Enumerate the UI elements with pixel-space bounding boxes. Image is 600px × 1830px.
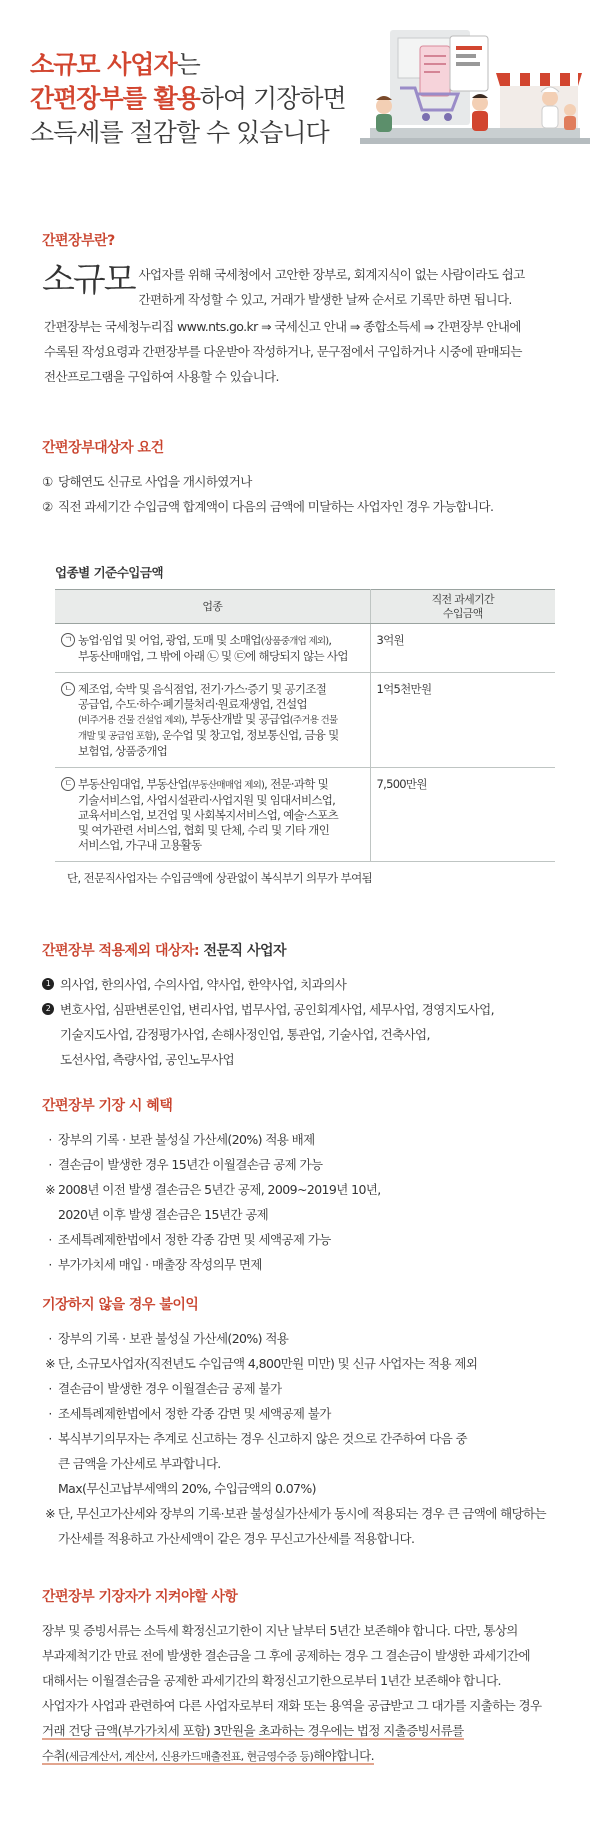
section-title-penalties: 기장하지 않을 경우 불이익 — [42, 1297, 199, 1313]
penalty-note-text: 단, 소규모사업자(직전년도 수입금액 4,800만원 미만) 및 신규 사업자는 적용 제외 — [58, 1356, 478, 1371]
note-mark: ※ — [45, 1182, 55, 1197]
table-footnote: 단, 전문직사업자는 수입금액에 상관없이 복식부기 의무가 부여됨 — [67, 871, 373, 885]
exclusions-title-red: 간편장부 적용제외 대상자: — [42, 943, 200, 959]
industry-text: , 부동산개발 및 공급업 — [184, 712, 290, 726]
industry-text: 농업·임업 및 어업, 광업, 도매 및 소매업 — [78, 633, 261, 647]
penalty-note-text: 가산세를 적용하고 가산세액이 같은 경우 무신고가산세를 적용합니다. — [58, 1531, 415, 1546]
benefit-item: · 조세특례제한법에서 정한 각종 감면 및 세액공제 가능 — [42, 1227, 572, 1252]
number-badge: 1 — [42, 978, 54, 990]
industry-text: 서비스업, 가구내 고용활동 — [78, 838, 202, 852]
penalty-item: · 장부의 기록 · 보관 불성실 가산세(20%) 적용 — [42, 1326, 572, 1351]
exclusion-text-1: 의사업, 한의사업, 수의사업, 약사업, 한약사업, 치과의사 — [60, 977, 347, 992]
section-exclusions — [42, 940, 572, 1072]
obligation-line: 사업자가 사업과 관련하여 다른 사업자로부터 재화 또는 용역을 공급받고 그 대가를 지출하는 경우 — [42, 1698, 542, 1713]
number-badge: 2 — [42, 1003, 54, 1015]
section-title-benefits: 간편장부 기장 시 혜택 — [42, 1098, 173, 1114]
download-line-1: 간편장부는 국세청누리집 www.nts.go.kr ⇒ 국세신고 안내 ⇒ 종합소득세 ⇒ 간편장부 안내에 — [44, 319, 521, 334]
industry-text: 보험업, 상품중개업 — [78, 744, 168, 758]
industry-note: (주거용 건물 — [289, 715, 338, 726]
industry-note: (부동산매매업 제외) — [188, 780, 265, 791]
table-row — [55, 768, 555, 862]
intro-line-1: 사업자를 위해 국세청에서 고안한 장부로, 회계지식이 없는 사람이라도 쉽고 — [138, 267, 525, 282]
market-illustration — [360, 18, 590, 178]
benefit-text: 장부의 기록 · 보관 불성실 가산세(20%) 적용 배제 — [58, 1132, 315, 1147]
obligation-emphasis: 거래 건당 금액(부가가치세 포함) 3만원을 초과하는 경우에는 법정 지출증빙서류를 — [42, 1723, 464, 1738]
header-revenue — [370, 590, 555, 624]
eligibility-item-2 — [42, 494, 572, 519]
industry-text: 부동산임대업, 부동산업 — [78, 777, 188, 791]
penalty-text: 복식부기의무자는 추계로 신고하는 경우 신고하지 않은 것으로 간주하여 다음 중 — [58, 1431, 468, 1446]
penalty-item: · 조세특례제한법에서 정한 각종 감면 및 세액공제 불가 — [42, 1401, 572, 1426]
penalty-note: ※ 단, 무신고가산세와 장부의 기록·보관 불성실가산세가 동시에 적용되는 경우 큰 금액에 해당하는 가산세를 적용하고 가산세액이 같은 경우 무신고가산세를 적용합니다. — [42, 1501, 572, 1551]
hero-line-3 — [30, 116, 346, 150]
circled-letter: ㄴ — [61, 682, 75, 696]
circled-letter: ㄷ — [61, 777, 75, 791]
revenue-threshold-table — [55, 589, 555, 862]
obligation-line: 부과제척기간 만료 전에 발생한 결손금을 그 후에 공제하는 경우 그 결손금이 발생한 과세기간에 — [42, 1648, 531, 1663]
industry-cell — [55, 768, 370, 862]
eligibility-text-2: 직전 과세기간 수입금액 합계액이 다음의 금액에 미달하는 사업자인 경우 가능합니다. — [58, 499, 494, 514]
circled-number: ① — [42, 474, 53, 489]
exclusion-item-2 — [42, 997, 572, 1072]
obligation-line: 장부 및 증빙서류는 소득세 확정신고기한이 지난 날부터 5년간 보존해야 합니다. 다만, 통상의 — [42, 1623, 518, 1638]
exclusion-item-1 — [42, 972, 572, 997]
header-revenue-line1: 직전 과세기간 — [431, 592, 494, 606]
obligation-line: 대해서는 이월결손금을 공제한 과세기간의 확정신고기한으로부터 1년간 보존해야 합니다. — [42, 1673, 501, 1688]
intro-line-2: 간편하게 작성할 수 있고, 거래가 발생한 날짜 순서로 기록만 하면 됩니다. — [138, 292, 512, 307]
intro-paragraph — [42, 262, 572, 312]
section-penalties — [42, 1294, 572, 1551]
hero-text-1: 는 — [176, 50, 200, 79]
header-revenue-line2: 수입금액 — [442, 606, 483, 620]
benefit-note-line-1: 2008년 이전 발생 결손금은 5년간 공제, 2009~2019년 10년, — [58, 1182, 381, 1197]
industry-note: (상품중개업 제외) — [260, 636, 329, 647]
benefit-item: · 결손금이 발생한 경우 15년간 이월결손금 공제 가능 — [42, 1152, 572, 1177]
table-row — [55, 624, 555, 673]
exclusion-text-2a: 변호사업, 심판변론인업, 변리사업, 법무사업, 공인회계사업, 세무사업, 경영지도사업, — [60, 1002, 495, 1017]
benefit-text: 부가가치세 매입 · 매출장 작성의무 면제 — [58, 1257, 262, 1272]
revenue-amount: 1억5천만원 — [370, 673, 555, 768]
obligation-emphasis-b: (세금계산서, 계산서, 신용카드매출전표, 현금영수증 등) — [64, 1750, 314, 1763]
circled-letter: ㄱ — [61, 633, 75, 647]
industry-note: 개발 및 공급업 포함) — [78, 731, 156, 742]
circled-number: ② — [42, 499, 53, 514]
industry-text: , 운수업 및 창고업, 정보통신업, 금융 및 — [155, 728, 339, 742]
exclusion-text-2b: 기술지도사업, 감정평가사업, 손해사정인업, 통관업, 기술사업, 건축사업, — [60, 1027, 430, 1042]
industry-text: 교육서비스업, 보건업 및 사회복지서비스업, 예술·스포츠 — [78, 808, 339, 822]
person-icon — [376, 98, 392, 114]
obligations-paragraph — [42, 1618, 572, 1769]
penalty-text: 결손금이 발생한 경우 이월결손금 공제 불가 — [58, 1381, 282, 1396]
benefit-text: 결손금이 발생한 경우 15년간 이월결손금 공제 가능 — [58, 1157, 323, 1172]
obligation-emphasis-a: 수취 — [42, 1748, 65, 1763]
industry-text: 제조업, 숙박 및 음식점업, 전기·가스·증기 및 공기조절 — [78, 682, 327, 696]
section-title-obligations: 간편장부 기장자가 지켜야할 사항 — [42, 1589, 238, 1605]
revenue-threshold-table-block — [55, 563, 555, 886]
section-eligibility — [42, 437, 572, 519]
section-obligations — [42, 1586, 572, 1769]
exclusions-title-plain: 전문직 사업자 — [203, 943, 287, 959]
section-title-exclusions — [42, 940, 572, 960]
industry-text: 및 여가관련 서비스업, 협회 및 단체, 수리 및 기타 개인 — [78, 823, 330, 837]
revenue-amount: 3억원 — [370, 624, 555, 673]
penalty-text: 큰 금액을 가산세로 부과합니다. — [58, 1456, 221, 1471]
industry-cell — [55, 673, 370, 768]
penalty-note-text: 단, 무신고가산세와 장부의 기록·보관 불성실가산세가 동시에 적용되는 경우 큰 금액에 해당하는 — [58, 1506, 547, 1521]
benefit-item: · 부가가치세 매입 · 매출장 작성의무 면제 — [42, 1252, 572, 1277]
eligibility-item-1 — [42, 469, 572, 494]
industry-text: , 전문·과학 및 — [264, 777, 329, 791]
industry-note: (비주거용 건물 건설업 제외) — [78, 715, 185, 726]
industry-text: 기술서비스업, 사업시설관리·사업지원 및 임대서비스업, — [78, 793, 336, 807]
penalty-text: 조세특례제한법에서 정한 각종 감면 및 세액공제 불가 — [58, 1406, 331, 1421]
penalty-item: · 결손금이 발생한 경우 이월결손금 공제 불가 — [42, 1376, 572, 1401]
penalty-note: ※ 단, 소규모사업자(직전년도 수입금액 4,800만원 미만) 및 신규 사업자는 적용 제외 — [42, 1351, 572, 1376]
section-title-simple-ledger: 간편장부란? — [42, 233, 115, 249]
industry-cell — [55, 624, 370, 673]
receipt-shape — [420, 46, 450, 96]
penalty-text: 장부의 기록 · 보관 불성실 가산세(20%) 적용 — [58, 1331, 289, 1346]
hero-title — [30, 48, 346, 149]
download-paragraph — [42, 314, 572, 389]
hero-line-1 — [30, 48, 346, 82]
obligation-emphasis-c: 해야합니다. — [313, 1748, 374, 1763]
intro-big-word: 소규모 — [42, 262, 135, 300]
benefit-note — [42, 1177, 572, 1227]
industry-text: , — [328, 633, 332, 647]
section-benefits — [42, 1095, 572, 1277]
section-simple-ledger — [42, 230, 572, 389]
exclusion-text-2c: 도선사업, 측량사업, 공인노무사업 — [60, 1052, 235, 1067]
hero-line-2 — [30, 82, 346, 116]
penalty-item: · 복식부기의무자는 추계로 신고하는 경우 신고하지 않은 것으로 간주하여 다음 중 큰 금액을 가산세로 부과합니다. Max(무신고납부세액의 20%, 수입금액의 0.07%) — [42, 1426, 572, 1501]
person-icon — [542, 90, 558, 106]
header-industry: 업종 — [55, 590, 370, 624]
benefit-item: · 장부의 기록 · 보관 불성실 가산세(20%) 적용 배제 — [42, 1127, 572, 1152]
table-row — [55, 673, 555, 768]
benefit-note-line-2: 2020년 이후 발생 결손금은 15년간 공제 — [58, 1207, 269, 1222]
hero-text-3: 소득세를 절감할 수 있습니다 — [30, 117, 329, 147]
table-header-row — [55, 590, 555, 624]
revenue-amount: 7,500만원 — [370, 768, 555, 862]
penalty-formula: Max(무신고납부세액의 20%, 수입금액의 0.07%) — [58, 1481, 316, 1496]
eligibility-text-1: 당해연도 신규로 사업을 개시하였거나 — [58, 474, 252, 489]
person-icon — [564, 104, 576, 116]
obligation-emphasis-last — [42, 1748, 374, 1765]
section-title-eligibility: 간편장부대상자 요건 — [42, 440, 164, 456]
hero-highlight-1: 소규모 사업자 — [30, 50, 177, 79]
industry-text: 부동산매매업, 그 밖에 아래 ㉡ 및 ㉢에 해당되지 않는 사업 — [78, 649, 348, 663]
hero-highlight-2: 간편장부를 활용 — [30, 83, 200, 113]
table-caption: 업종별 기준수입금액 — [55, 565, 164, 580]
industry-text: 공급업, 수도·하수·폐기물처리·원료재생업, 건설업 — [78, 697, 307, 711]
hero-banner — [0, 0, 600, 200]
hero-text-2: 하여 기장하면 — [199, 83, 346, 113]
download-line-3: 전산프로그램을 구입하여 사용할 수 있습니다. — [44, 369, 279, 384]
benefit-text: 조세특례제한법에서 정한 각종 감면 및 세액공제 가능 — [58, 1232, 331, 1247]
download-line-2: 수록된 작성요령과 간편장부를 다운받아 작성하거나, 문구점에서 구입하거나 시중에 판매되는 — [44, 344, 522, 359]
